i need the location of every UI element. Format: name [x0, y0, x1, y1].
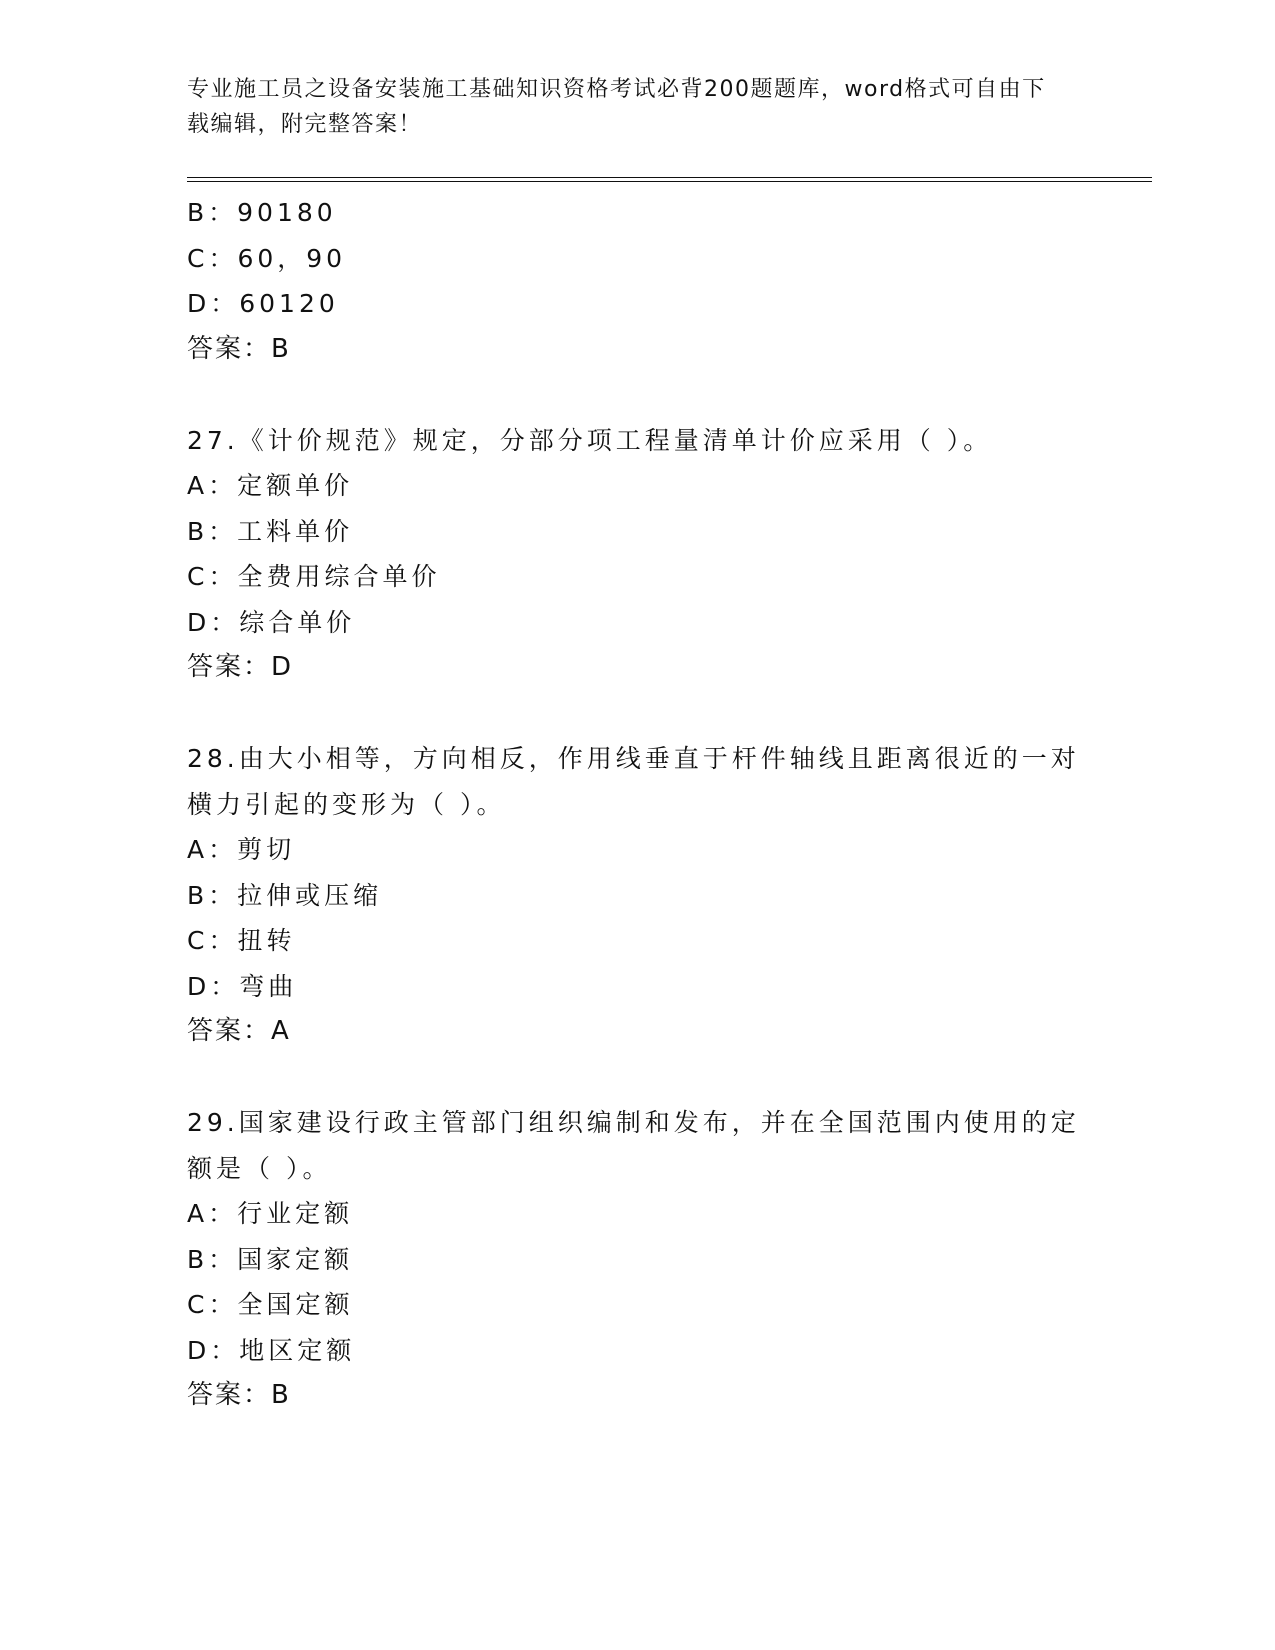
document-header [187, 72, 1067, 142]
question-29 [187, 1100, 1087, 1419]
option-b: B：国家定额 [187, 1244, 354, 1274]
answer: 答案：B [187, 1380, 291, 1410]
option-d: D：60120 [187, 289, 339, 318]
option-d: D：地区定额 [187, 1335, 356, 1365]
option-c: C：全费用综合单价 [187, 562, 441, 591]
question-text-line-2: 横力引起的变形为（ ）。 [187, 789, 506, 819]
spacer [187, 1055, 1087, 1101]
option-d: D：综合单价 [187, 607, 356, 637]
answer: 答案：A [187, 1016, 291, 1046]
question-text-line-1: 28.由大小相等，方向相反，作用线垂直于杆件轴线且距离很近的一对 [187, 744, 1080, 773]
question-28 [187, 736, 1087, 1055]
option-b: B：拉伸或压缩 [187, 880, 383, 910]
spacer [187, 372, 1087, 418]
option-c: C：扭转 [187, 926, 296, 955]
answer: 答案：D [187, 652, 294, 682]
option-c: C：60，90 [187, 243, 347, 273]
question-text-line-1: 29.国家建设行政主管部门组织编制和发布，并在全国范围内使用的定 [187, 1108, 1080, 1137]
option-a: A：定额单价 [187, 471, 354, 500]
answer: 答案：B [187, 333, 291, 364]
document-body [187, 190, 1087, 1419]
option-d: D：弯曲 [187, 971, 298, 1001]
option-a: A：行业定额 [187, 1199, 354, 1228]
header-divider-bottom [187, 181, 1152, 182]
question-27 [187, 418, 1087, 691]
option-a: A：剪切 [187, 835, 296, 864]
header-title: 专业施工员之设备安装施工基础知识资格考试必背200题题库，word格式可自由下载编辑，附完整答案！ [187, 77, 1046, 137]
option-b: B：工料单价 [187, 516, 354, 546]
option-b: B：90180 [187, 198, 337, 227]
question-text: 27.《计价规范》规定，分部分项工程量清单计价应采用（ ）。 [187, 425, 993, 455]
question-text-line-2: 额是（ ）。 [187, 1153, 332, 1183]
question-26-continued [187, 190, 1087, 372]
option-c: C：全国定额 [187, 1290, 354, 1319]
spacer [187, 691, 1087, 737]
header-divider-top [187, 177, 1152, 178]
